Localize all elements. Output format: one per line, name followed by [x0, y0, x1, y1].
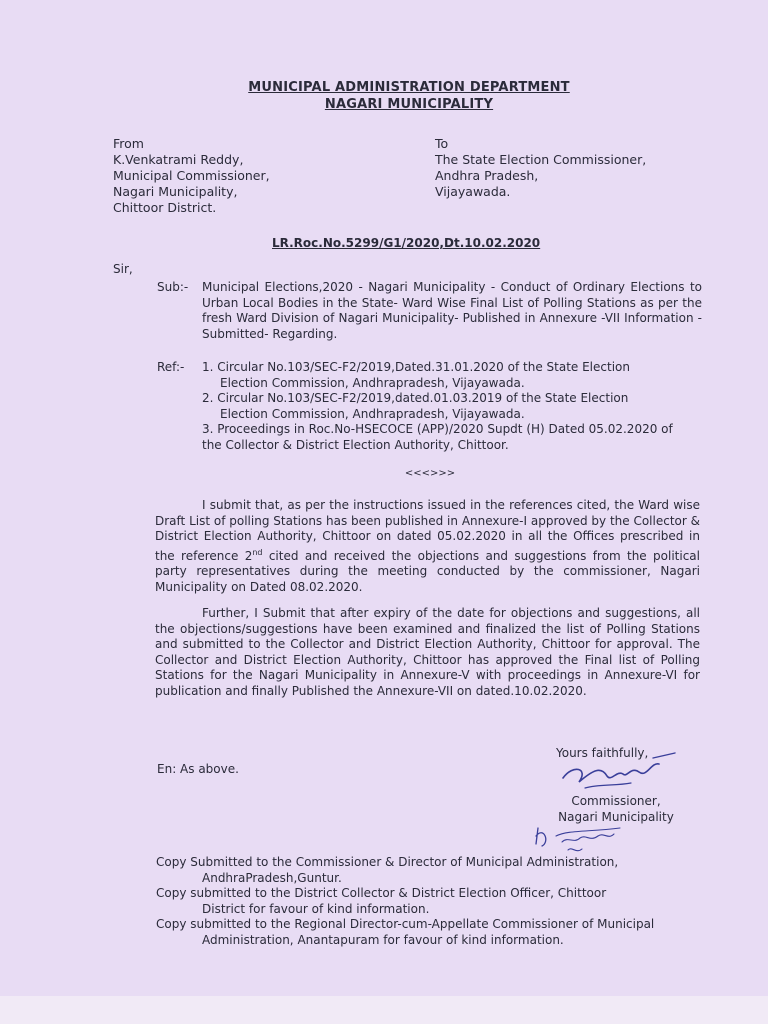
from-block — [113, 136, 373, 216]
enclosure-note: En: As above. — [157, 762, 239, 776]
from-line: Chittoor District. — [113, 200, 217, 215]
from-line: Municipal Commissioner, — [113, 168, 270, 183]
reference-line: Election Commission, Andhrapradesh, Vijayawada. — [220, 406, 525, 421]
closing: Yours faithfully, — [556, 746, 649, 760]
handwritten-initials — [528, 822, 628, 858]
from-line: Nagari Municipality, — [113, 184, 238, 199]
copy-item — [156, 855, 716, 886]
signatory-office: Nagari Municipality — [558, 809, 674, 824]
ordinal-suffix: nd — [252, 547, 263, 557]
reference-line: Election Commission, Andhrapradesh, Vijayawada. — [220, 375, 525, 390]
copy-line: District for favour of kind information. — [202, 901, 430, 916]
municipality-heading: NAGARI MUNICIPALITY — [324, 97, 494, 112]
to-label: To — [435, 136, 449, 151]
to-line: Vijayawada. — [435, 184, 511, 199]
to-line: Andhra Pradesh, — [435, 168, 539, 183]
handwritten-signature — [555, 752, 680, 800]
reference-item — [202, 391, 722, 422]
paragraph-1-text: cited and received the objections and suggestions from the political party representatives during the meeting conducted by the commissioner, Nagari Municipality on Dated 08.02.2020. — [155, 548, 700, 594]
to-block — [435, 136, 735, 200]
signatory-block — [542, 794, 690, 825]
from-line: K.Venkatrami Reddy, — [113, 152, 244, 167]
letter-reference-number: LR.Roc.No.5299/G1/2020,Dt.10.02.2020 — [272, 236, 541, 250]
subject-label: Sub:- — [157, 280, 189, 294]
paragraph-1 — [155, 498, 700, 595]
signatory-title: Commissioner, — [571, 794, 661, 808]
reference-item — [202, 422, 722, 453]
subject-text: Municipal Elections,2020 - Nagari Municipality - Conduct of Ordinary Elections to Urban Local Bodies in the State- Ward Wise Final List of Polling Stations as per the fresh Ward Division of Nagari Municipality- Published in Annexure -VII Information - Submitted- Regarding. — [202, 280, 702, 341]
reference-line: the Collector & District Election Authority, Chittoor. — [202, 437, 509, 452]
from-label: From — [113, 136, 144, 151]
to-line: The State Election Commissioner, — [435, 152, 647, 167]
reference-line: 3. Proceedings in Roc.No-HSECOCE (APP)/2020 Supdt (H) Dated 05.02.2020 of — [202, 422, 673, 436]
copy-line: AndhraPradesh,Guntur. — [202, 870, 342, 885]
copy-line: Copy Submitted to the Commissioner & Director of Municipal Administration, — [156, 855, 619, 869]
reference-line: 1. Circular No.103/SEC-F2/2019,Dated.31.01.2020 of the State Election — [202, 360, 630, 374]
section-separator: <<<>>> — [404, 468, 456, 479]
copy-item — [156, 886, 716, 917]
copy-line: Copy submitted to the Regional Director-cum-Appellate Commissioner of Municipal — [156, 917, 655, 931]
paragraph-1-text: I submit that, as per the instructions issued in the references cited, the Ward wise Draft List of polling Stations has been published in Annexure-I approved by the Collector & District Election Authority, Chittoor on dated 05.02.2020 in all the Offices prescribed in the reference 2 — [155, 498, 700, 563]
paragraph-2: Further, I Submit that after expiry of the date for objections and suggestions, all the objections/suggestions have been examined and finalized the list of Polling Stations and submitted to the Collector and District Election Authority, Chittoor for approval. The Collector and District Election Authority, Chittoor has approved the Final list of Polling Stations for the Nagari Municipality in Annexure-V with proceedings in Annexure-VI for publication and finally Published the Annexure-VII on dated.10.02.2020. — [155, 606, 700, 698]
copy-line: Administration, Anantapuram for favour of kind information. — [202, 932, 564, 947]
page-bottom-edge — [0, 996, 768, 1024]
reference-line: 2. Circular No.103/SEC-F2/2019,dated.01.03.2019 of the State Election — [202, 391, 629, 405]
salutation: Sir, — [113, 262, 133, 276]
references-label: Ref:- — [157, 360, 185, 374]
reference-item — [202, 360, 722, 391]
copy-line: Copy submitted to the District Collector & District Election Officer, Chittoor — [156, 886, 607, 900]
references-list — [202, 360, 722, 453]
copy-item — [156, 917, 716, 948]
department-heading: MUNICIPAL ADMINISTRATION DEPARTMENT — [248, 80, 570, 95]
copy-list — [156, 855, 716, 948]
